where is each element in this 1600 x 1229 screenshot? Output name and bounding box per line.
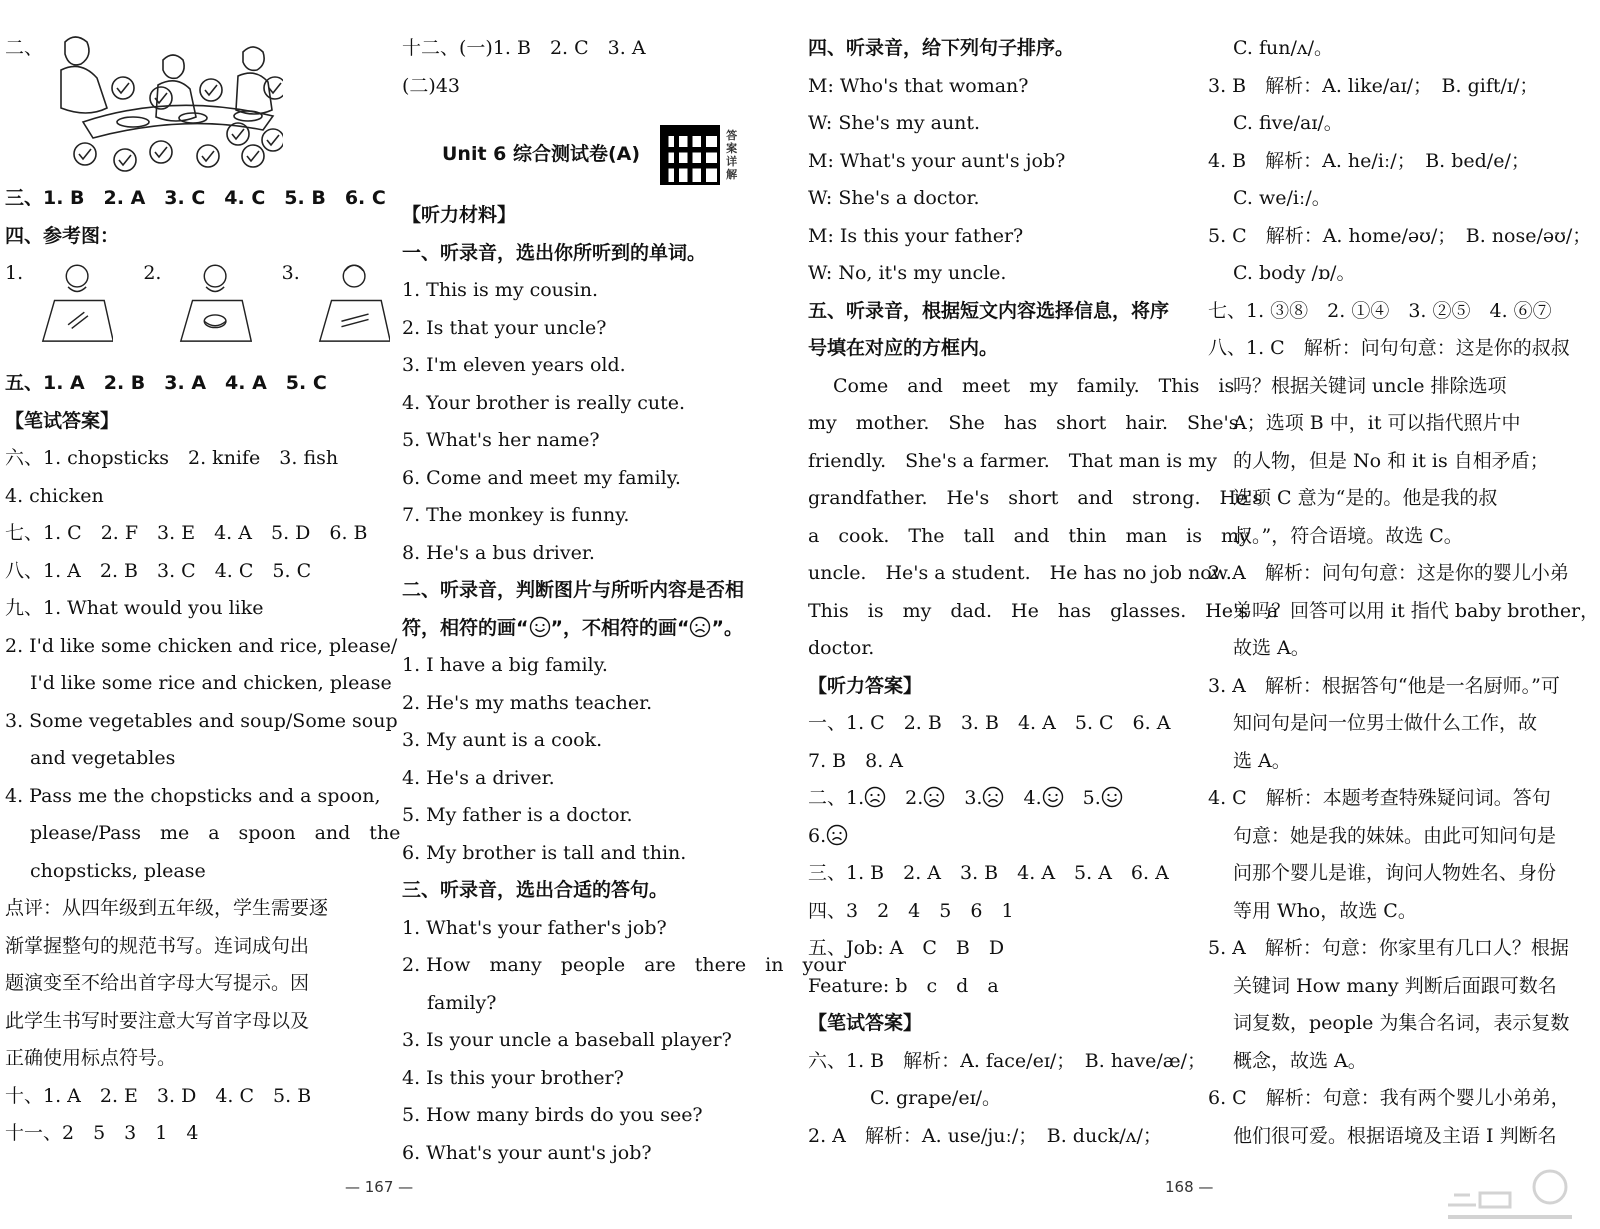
- listening-part-5-title-line-1: 五、听录音，根据短文内容选择信息，将序: [808, 299, 1170, 322]
- dialogue-line: M: What's your aunt's job?: [808, 149, 1066, 172]
- list-item: 3. I'm eleven years old.: [402, 354, 626, 376]
- section-9-answer-3a: 3. Some vegetables and soup/Some soup: [5, 709, 398, 732]
- section-2-picture-row: [5, 30, 390, 180]
- answers-part-2-prefix: 二、: [808, 787, 847, 809]
- list-item: 4. Your brother is really cute.: [402, 391, 686, 414]
- list-item: 8. He's a bus driver.: [402, 541, 595, 564]
- explanation-line: C. we/iː/。: [1233, 187, 1331, 209]
- explanation-line: 3. A 解析：根据答句“他是一名厨师。”可: [1208, 674, 1560, 697]
- ref-label-2: 2.: [143, 262, 162, 284]
- explanation-line: 故选 A。: [1233, 637, 1310, 659]
- explanation-line: 选项 C 意为“是的。他是我的叔: [1233, 487, 1498, 509]
- explanation-line: 4. C 解析：本题考查特殊疑问词。答句: [1208, 787, 1551, 809]
- answers-part-3: 三、1. B 2. A 3. B 4. A 5. A 6. A: [808, 862, 1169, 884]
- explanation-line: 他们很可爱。根据语境及主语 I 判断名: [1233, 1124, 1557, 1147]
- explanation-line: 的人物，但是 No 和 it is 自相矛盾；: [1233, 449, 1549, 472]
- comment-line-5: 正确使用标点符号。: [5, 1047, 177, 1069]
- passage-line: friendly. She's a farmer. That man is my: [808, 449, 1217, 472]
- answers-part-5-job: 五、Job: A C B D: [808, 937, 1005, 959]
- dialogue-line: M: Is this your father?: [808, 224, 1024, 247]
- section-8-answers: 八、1. A 2. B 3. C 4. C 5. C: [5, 559, 312, 582]
- reference-picture-1: [41, 255, 113, 355]
- explanation-line: 关键词 How many 判断后面跟可数名: [1233, 974, 1557, 997]
- sad-face-icon: [864, 786, 886, 808]
- list-item: 6. What's your aunt's job?: [402, 1141, 652, 1164]
- unit-title-block: [402, 115, 792, 195]
- answers-part-4: 四、3 2 4 5 6 1: [808, 899, 1014, 922]
- written-answers-header: 【笔试答案】: [808, 1012, 923, 1034]
- dialogue-line: W: No, it's my uncle.: [808, 262, 1007, 284]
- answers-part-2-line-2: [808, 818, 1198, 856]
- dialogue-line: W: She's a doctor.: [808, 187, 980, 209]
- qr-code-icon[interactable]: [660, 125, 720, 185]
- list-item: 3. Is your uncle a baseball player?: [402, 1029, 732, 1051]
- answers-part-2-line-1: [808, 780, 1198, 818]
- list-item: 2. Is that your uncle?: [402, 316, 607, 339]
- list-item: 5. What's her name?: [402, 429, 600, 451]
- list-item: 7. The monkey is funny.: [402, 504, 630, 526]
- smiley-face-icon: [1042, 786, 1064, 808]
- explanation-line: C. fun/ʌ/。: [1233, 37, 1333, 59]
- explanation-line: 选 A。: [1233, 749, 1291, 772]
- list-item: family?: [427, 991, 497, 1014]
- passage-line: Come and meet my family. This is: [833, 374, 1235, 397]
- section-9-answer-2a: 2. I'd like some chicken and rice, please/: [5, 634, 398, 657]
- explanation-line: 八、1. C 解析：问句句意：这是你的叔叔: [1208, 337, 1570, 359]
- section-5-answers: 五、1. A 2. B 3. A 4. A 5. C: [5, 372, 327, 394]
- passage-line: a cook. The tall and thin man is my: [808, 524, 1250, 547]
- list-item: 2. How many people are there in your: [402, 954, 846, 976]
- answer-number: 6.: [808, 824, 827, 847]
- comment-line-1: 点评：从四年级到五年级，学生需要逐: [5, 897, 329, 919]
- written-6-1-line-2: C. grape/eɪ/。: [870, 1087, 1002, 1109]
- list-item: 3. My aunt is a cook.: [402, 729, 603, 751]
- reference-picture-3: [318, 255, 390, 355]
- page-number-right: 168 —: [1165, 1178, 1214, 1196]
- section-6-answers-line-1: 六、1. chopsticks 2. knife 3. fish: [5, 447, 339, 469]
- title-fragment: ”。: [711, 616, 743, 639]
- list-item: 5. How many birds do you see?: [402, 1104, 703, 1126]
- answer-number: 1.: [846, 787, 865, 809]
- passage-line: grandfather. He's short and strong. He's: [808, 487, 1263, 509]
- section-6-answers-line-2: 4. chicken: [5, 484, 104, 507]
- section-2-label: 二、: [5, 37, 44, 59]
- list-item: 4. Is this your brother?: [402, 1066, 624, 1089]
- explanation-line: 概念，故选 A。: [1233, 1049, 1367, 1072]
- section-9-answer-1: 九、1. What would you like: [5, 597, 264, 619]
- explanation-line: 问那个婴儿是谁，询问人物姓名、身份: [1233, 862, 1557, 884]
- explanation-line: 知问句是问一位男士做什么工作，故: [1233, 712, 1538, 734]
- family-dinner-illustration: [43, 30, 283, 175]
- section-10-answers: 十、1. A 2. E 3. D 4. C 5. B: [5, 1084, 312, 1107]
- title-fragment: ”，不相符的画“: [550, 616, 690, 639]
- listening-part-1-title: 一、听录音，选出你所听到的单词。: [402, 241, 707, 264]
- sad-face-icon: [689, 616, 711, 638]
- ref-label-3: 3.: [281, 262, 300, 284]
- explanation-line: 5. A 解析：句意：你家里有几口人？根据: [1208, 937, 1569, 959]
- explanation-line: 3. B 解析：A. like/aɪ/； B. gift/ɪ/；: [1208, 74, 1539, 97]
- ref-label-1: 1.: [5, 262, 24, 284]
- title-fragment: 符，相符的画“: [402, 616, 529, 639]
- dialogue-line: M: Who's that woman?: [808, 74, 1029, 97]
- smiley-face-icon: [1101, 786, 1123, 808]
- section-9-answer-4a: 4. Pass me the chopsticks and a spoon,: [5, 784, 381, 807]
- explanation-line: 七、1. ③⑧ 2. ①④ 3. ②⑤ 4. ⑥⑦: [1208, 299, 1552, 322]
- answers-part-5-feature: Feature: b c d a: [808, 974, 999, 997]
- section-12-answers-part-1: 十二、(一)1. B 2. C 3. A: [402, 37, 646, 59]
- section-9-answer-4c: chopsticks, please: [30, 859, 206, 882]
- sad-face-icon: [982, 786, 1004, 808]
- reference-picture-2: [179, 255, 251, 355]
- list-item: 1. What's your father's job?: [402, 916, 667, 939]
- reference-pictures: [5, 255, 390, 365]
- answer-column-2: [402, 30, 846, 1172]
- section-9-answer-4b: please/Pass me a spoon and the: [30, 822, 401, 844]
- passage-line: This is my dad. He has glasses. He's a: [808, 599, 1279, 622]
- answer-number: 5.: [1082, 787, 1101, 809]
- explanation-line: 叔。”，符合语境。故选 C。: [1233, 524, 1463, 547]
- section-9-answer-2b: I'd like some rice and chicken, please: [30, 672, 392, 694]
- comment-line-4: 此学生书写时要注意大写首字母以及: [5, 1009, 310, 1032]
- explanation-line: A；选项 B 中，it 可以指代照片中: [1233, 412, 1521, 434]
- explanation-line: 弟吗？回答可以用 it 指代 baby brother，: [1233, 599, 1600, 622]
- sad-face-icon: [826, 824, 848, 846]
- comment-line-3: 题演变至不给出首字母大写提示。因: [5, 972, 310, 994]
- passage-line: uncle. He's a student. He has no job now.: [808, 562, 1232, 584]
- sad-face-icon: [923, 786, 945, 808]
- list-item: 2. He's my maths teacher.: [402, 691, 653, 714]
- section-7-answers: 七、1. C 2. F 3. E 4. A 5. D 6. B: [5, 522, 368, 544]
- list-item: 1. I have a big family.: [402, 654, 608, 676]
- explanation-line: 4. B 解析：A. he/iː/； B. bed/e/；: [1208, 149, 1530, 172]
- listening-material-header: 【听力材料】: [402, 204, 517, 226]
- explanation-line: C. body /ɒ/。: [1233, 262, 1356, 284]
- answer-column-4: [1208, 30, 1600, 1155]
- answer-column-1: [5, 30, 401, 1153]
- qr-label: 答案详解: [726, 129, 738, 181]
- explanation-line: 2. A 解析：问句句意：这是你的婴儿小弟: [1208, 562, 1569, 584]
- listening-part-2-title-line-2: [402, 610, 792, 648]
- explanation-line: 句意：她是我的妹妹。由此可知问句是: [1233, 824, 1557, 847]
- passage-line: doctor.: [808, 637, 875, 659]
- list-item: 4. He's a driver.: [402, 766, 555, 789]
- written-answers-header: 【笔试答案】: [5, 409, 120, 432]
- section-12-answers-part-2: (二)43: [402, 74, 461, 97]
- comment-line-2: 渐掌握整句的规范书写。连词成句出: [5, 934, 310, 957]
- list-item: 5. My father is a doctor.: [402, 804, 633, 826]
- explanation-line: 5. C 解析：A. home/əʊ/； B. nose/əʊ/；: [1208, 224, 1592, 247]
- page-number-left: — 167 —: [345, 1178, 414, 1196]
- explanation-line: 词复数，people 为集合名词，表示复数: [1233, 1012, 1570, 1034]
- watermark-logo: [1440, 1165, 1580, 1225]
- list-item: 6. Come and meet my family.: [402, 466, 681, 489]
- list-item: 1. This is my cousin.: [402, 279, 599, 301]
- unit-title: Unit 6 综合测试卷(A): [442, 143, 641, 166]
- written-6-1-line-1: 六、1. B 解析：A. face/eɪ/； B. have/æ/；: [808, 1049, 1207, 1072]
- listening-part-2-title-line-1: 二、听录音，判断图片与所听内容是否相: [402, 579, 745, 601]
- section-4-label: 四、参考图：: [5, 224, 120, 247]
- explanation-line: 6. C 解析：句意：我有两个婴儿小弟弟，: [1208, 1087, 1570, 1109]
- explanation-line: 等用 Who，故选 C。: [1233, 899, 1417, 922]
- passage-line: my mother. She has short hair. She's: [808, 412, 1239, 434]
- answers-part-1-line-1: 一、1. C 2. B 3. B 4. A 5. C 6. A: [808, 712, 1171, 734]
- explanation-line: 吗？根据关键词 uncle 排除选项: [1233, 374, 1507, 397]
- section-11-answers: 十一、2 5 3 1 4: [5, 1122, 199, 1144]
- answers-part-1-line-2: 7. B 8. A: [808, 749, 904, 772]
- explanation-line: C. five/aɪ/。: [1233, 112, 1343, 134]
- listening-part-4-title: 四、听录音，给下列句子排序。: [808, 37, 1075, 59]
- answer-number: 3.: [964, 787, 983, 809]
- answer-number: 4.: [1023, 787, 1042, 809]
- section-9-answer-3b: and vegetables: [30, 747, 176, 769]
- smiley-face-icon: [529, 616, 551, 638]
- listening-part-3-title: 三、听录音，选出合适的答句。: [402, 879, 669, 901]
- section-3-answers: 三、1. B 2. A 3. C 4. C 5. B 6. C: [5, 187, 386, 209]
- answer-number: 2.: [905, 787, 924, 809]
- listening-part-5-title-line-2: 号填在对应的方框内。: [808, 337, 999, 359]
- written-6-2-line-1: 2. A 解析：A. use/juː/； B. duck/ʌ/；: [808, 1124, 1162, 1147]
- dialogue-line: W: She's my aunt.: [808, 112, 981, 134]
- listening-answers-header: 【听力答案】: [808, 674, 923, 697]
- list-item: 6. My brother is tall and thin.: [402, 841, 687, 864]
